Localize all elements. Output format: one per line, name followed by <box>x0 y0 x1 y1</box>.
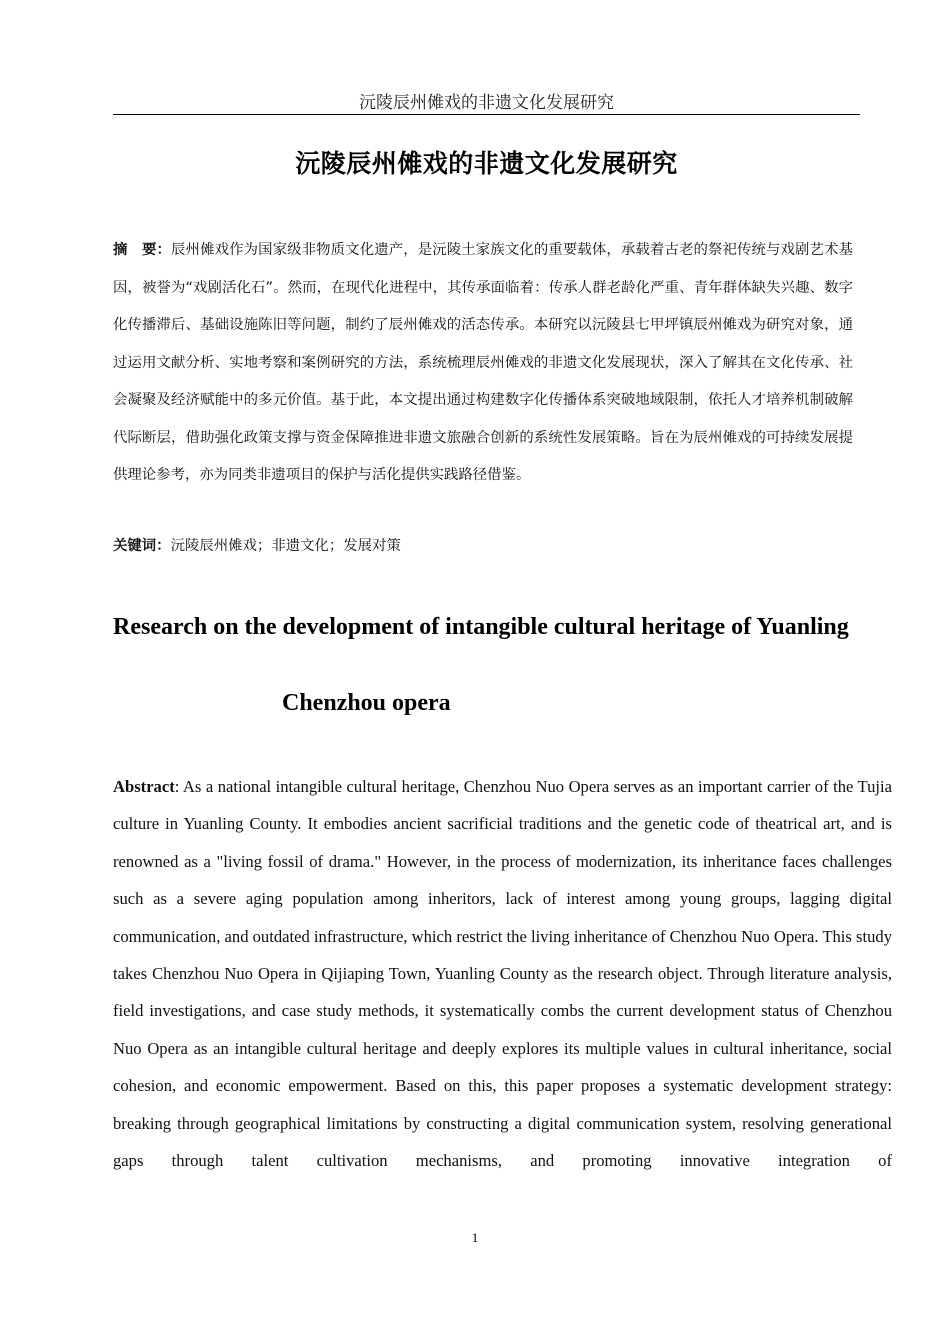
chinese-abstract-text: 辰州傩戏作为国家级非物质文化遗产，是沅陵土家族文化的重要载体，承载着古老的祭祀传统与戏剧艺术基因，被誉为“戏剧活化石”。然而，在现代化进程中，其传承面临着：传承人群老龄化严重、青年群体缺失兴趣、数字化传播滞后、基础设施陈旧等问题，制约了辰州傩戏的活态传承。本研究以沅陵县七甲坪镇辰州傩戏为研究对象，通过运用文献分析、实地考察和案例研究的方法，系统梳理辰州傩戏的非遗文化发展现状，深入了解其在文化传承、社会凝聚及经济赋能中的多元价值。基于此，本文提出通过构建数字化传播体系突破地域限制，依托人才培养机制破解代际断层，借助强化政策支撑与资金保障推进非遗文旅融合创新的系统性发展策略。旨在为辰州傩戏的可持续发展提供理论参考，亦为同类非遗项目的保护与活化提供实践路径借鉴。 <box>113 242 853 483</box>
chinese-keywords-label: 关键词： <box>113 538 171 554</box>
header-rule <box>113 114 860 115</box>
chinese-keywords <box>113 529 853 563</box>
page-number: 1 <box>471 1230 479 1245</box>
chinese-keywords-text: 沅陵辰州傩戏；非遗文化；发展对策 <box>170 538 401 554</box>
chinese-abstract-label: 摘 要： <box>113 242 172 258</box>
chinese-abstract <box>113 232 853 495</box>
english-abstract-text: : As a national intangible cultural heritage, Chenzhou Nuo Opera serves as an important carrier of the Tujia culture in Yuanling County. It embodies ancient sacrificial traditions and the genetic code of theatrical art, and is renowned as a "living fossil of drama." However, in the process of modernization, its inheritance faces challenges such as a severe aging population among inheritors, lack of interest among young groups, lagging digital communication, and outdated infrastructure, which restrict the living inheritance of Chenzhou Nuo Opera. This study takes Chenzhou Nuo Opera in Qijiaping Town, Yuanling County as the research object. Through literature analysis, field investigations, and case study methods, it systematically combs the current development status of Chenzhou Nuo Opera as an intangible cultural heritage and deeply explores its multiple values in cultural inheritance, social cohesion, and economic empowerment. Based on this, this paper proposes a systematic development strategy: breaking through geographical limitations by constructing a digital communication system, resolving generational gaps through talent cultivation mechanisms, and promoting innovative integration of <box>113 777 892 1171</box>
chinese-title: 沅陵辰州傩戏的非遗文化发展研究 <box>295 149 678 178</box>
english-abstract <box>113 768 892 1179</box>
english-title-line-1: Research on the development of intangible cultural heritage of Yuanling <box>113 614 849 640</box>
english-abstract-label: Abstract <box>113 777 175 796</box>
running-header: 沅陵辰州傩戏的非遗文化发展研究 <box>359 93 614 113</box>
english-title-line-2: Chenzhou opera <box>282 690 451 716</box>
